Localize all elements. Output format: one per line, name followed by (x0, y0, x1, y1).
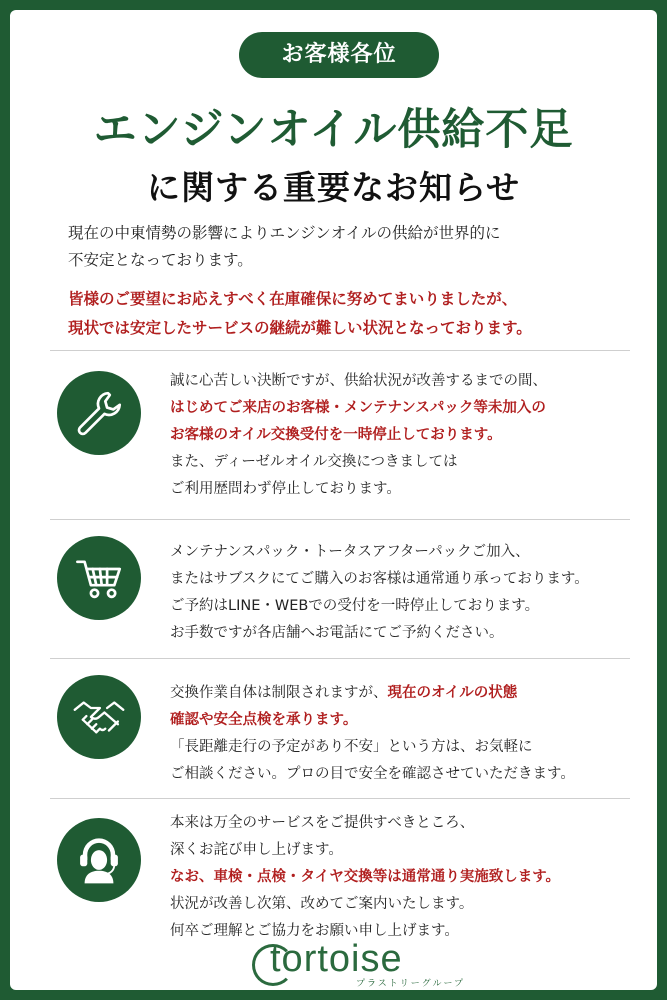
section-2-text (170, 539, 640, 647)
intro-text (68, 220, 628, 274)
section-line: 何卒ご理解とご協力をお願い申し上げます。 (170, 923, 459, 939)
audience-badge: お客様各位 (239, 32, 439, 78)
section-line: ご相談ください。プロの目で安全を確認させていただきます。 (170, 766, 575, 782)
section-3-text (170, 680, 640, 788)
section-line: ご利用歴問わず停止しております。 (170, 481, 401, 497)
divider (50, 350, 630, 351)
divider (50, 798, 630, 799)
section-line (170, 680, 640, 707)
page-title: エンジンオイル供給不足 (93, 105, 574, 155)
section-line: 状況が改善し次第、改めてご案内いたします。 (170, 896, 474, 912)
divider (50, 658, 630, 659)
wrench-icon (57, 371, 141, 455)
intro-line: 現在の中東情勢の影響によりエンジンオイルの供給が世界的に (68, 224, 501, 242)
section-line-highlight: 現在のオイルの状態 (387, 685, 518, 701)
section-line: 「長距離走行の予定があり不安」という方は、お気軽に (170, 739, 533, 755)
section-line: 深くお詫び申し上げます。 (170, 842, 343, 858)
section-line: メンテナンスパック・トータスアフターパックご加入、 (170, 544, 530, 560)
section-line: ご予約はLINE・WEBでの受付を一時停止しております。 (170, 598, 540, 614)
section-line: また、ディーゼルオイル交換につきましては (170, 454, 458, 470)
section-line-prefix: 交換作業自体は制限されますが、 (170, 685, 388, 701)
section-line: なお、車検・点検・タイヤ交換等は通常通り実施致します。 (170, 869, 561, 885)
section-line: お客様のオイル交換受付を一時停止しております。 (170, 427, 502, 443)
intro-alert-line: 現状では安定したサービスの継続が難しい状況となっております。 (68, 319, 532, 337)
intro-alert-line: 皆様のご要望にお応えすべく在庫確保に努めてまいりましたが、 (68, 290, 518, 308)
section-line: 誠に心苦しい決断ですが、供給状況が改善するまでの間、 (170, 373, 547, 389)
section-line: 本来は万全のサービスをご提供すべきところ、 (170, 815, 475, 831)
logo-text: tortoise (270, 938, 403, 980)
logo-subtext: プラストリーグループ (356, 979, 466, 989)
headset-support-icon (57, 818, 141, 902)
intro-line: 不安定となっております。 (68, 251, 253, 269)
intro-alert-text (68, 285, 628, 343)
section-line: はじめてご来店のお客様・メンテナンスパック等未加入の (170, 400, 546, 416)
section-line: またはサブスクにてご購入のお客様は通常通り承っております。 (170, 571, 589, 587)
section-4-text (170, 810, 640, 945)
shopping-cart-icon (57, 536, 141, 620)
section-line: 確認や安全点検を承ります。 (170, 712, 358, 728)
divider (50, 519, 630, 520)
handshake-icon (57, 675, 141, 759)
section-line: お手数ですが各店舗へお電話にてご予約ください。 (170, 625, 504, 641)
page-subtitle: に関する重要なお知らせ (146, 168, 520, 207)
section-1-text (170, 368, 640, 503)
notice-card (10, 10, 657, 990)
